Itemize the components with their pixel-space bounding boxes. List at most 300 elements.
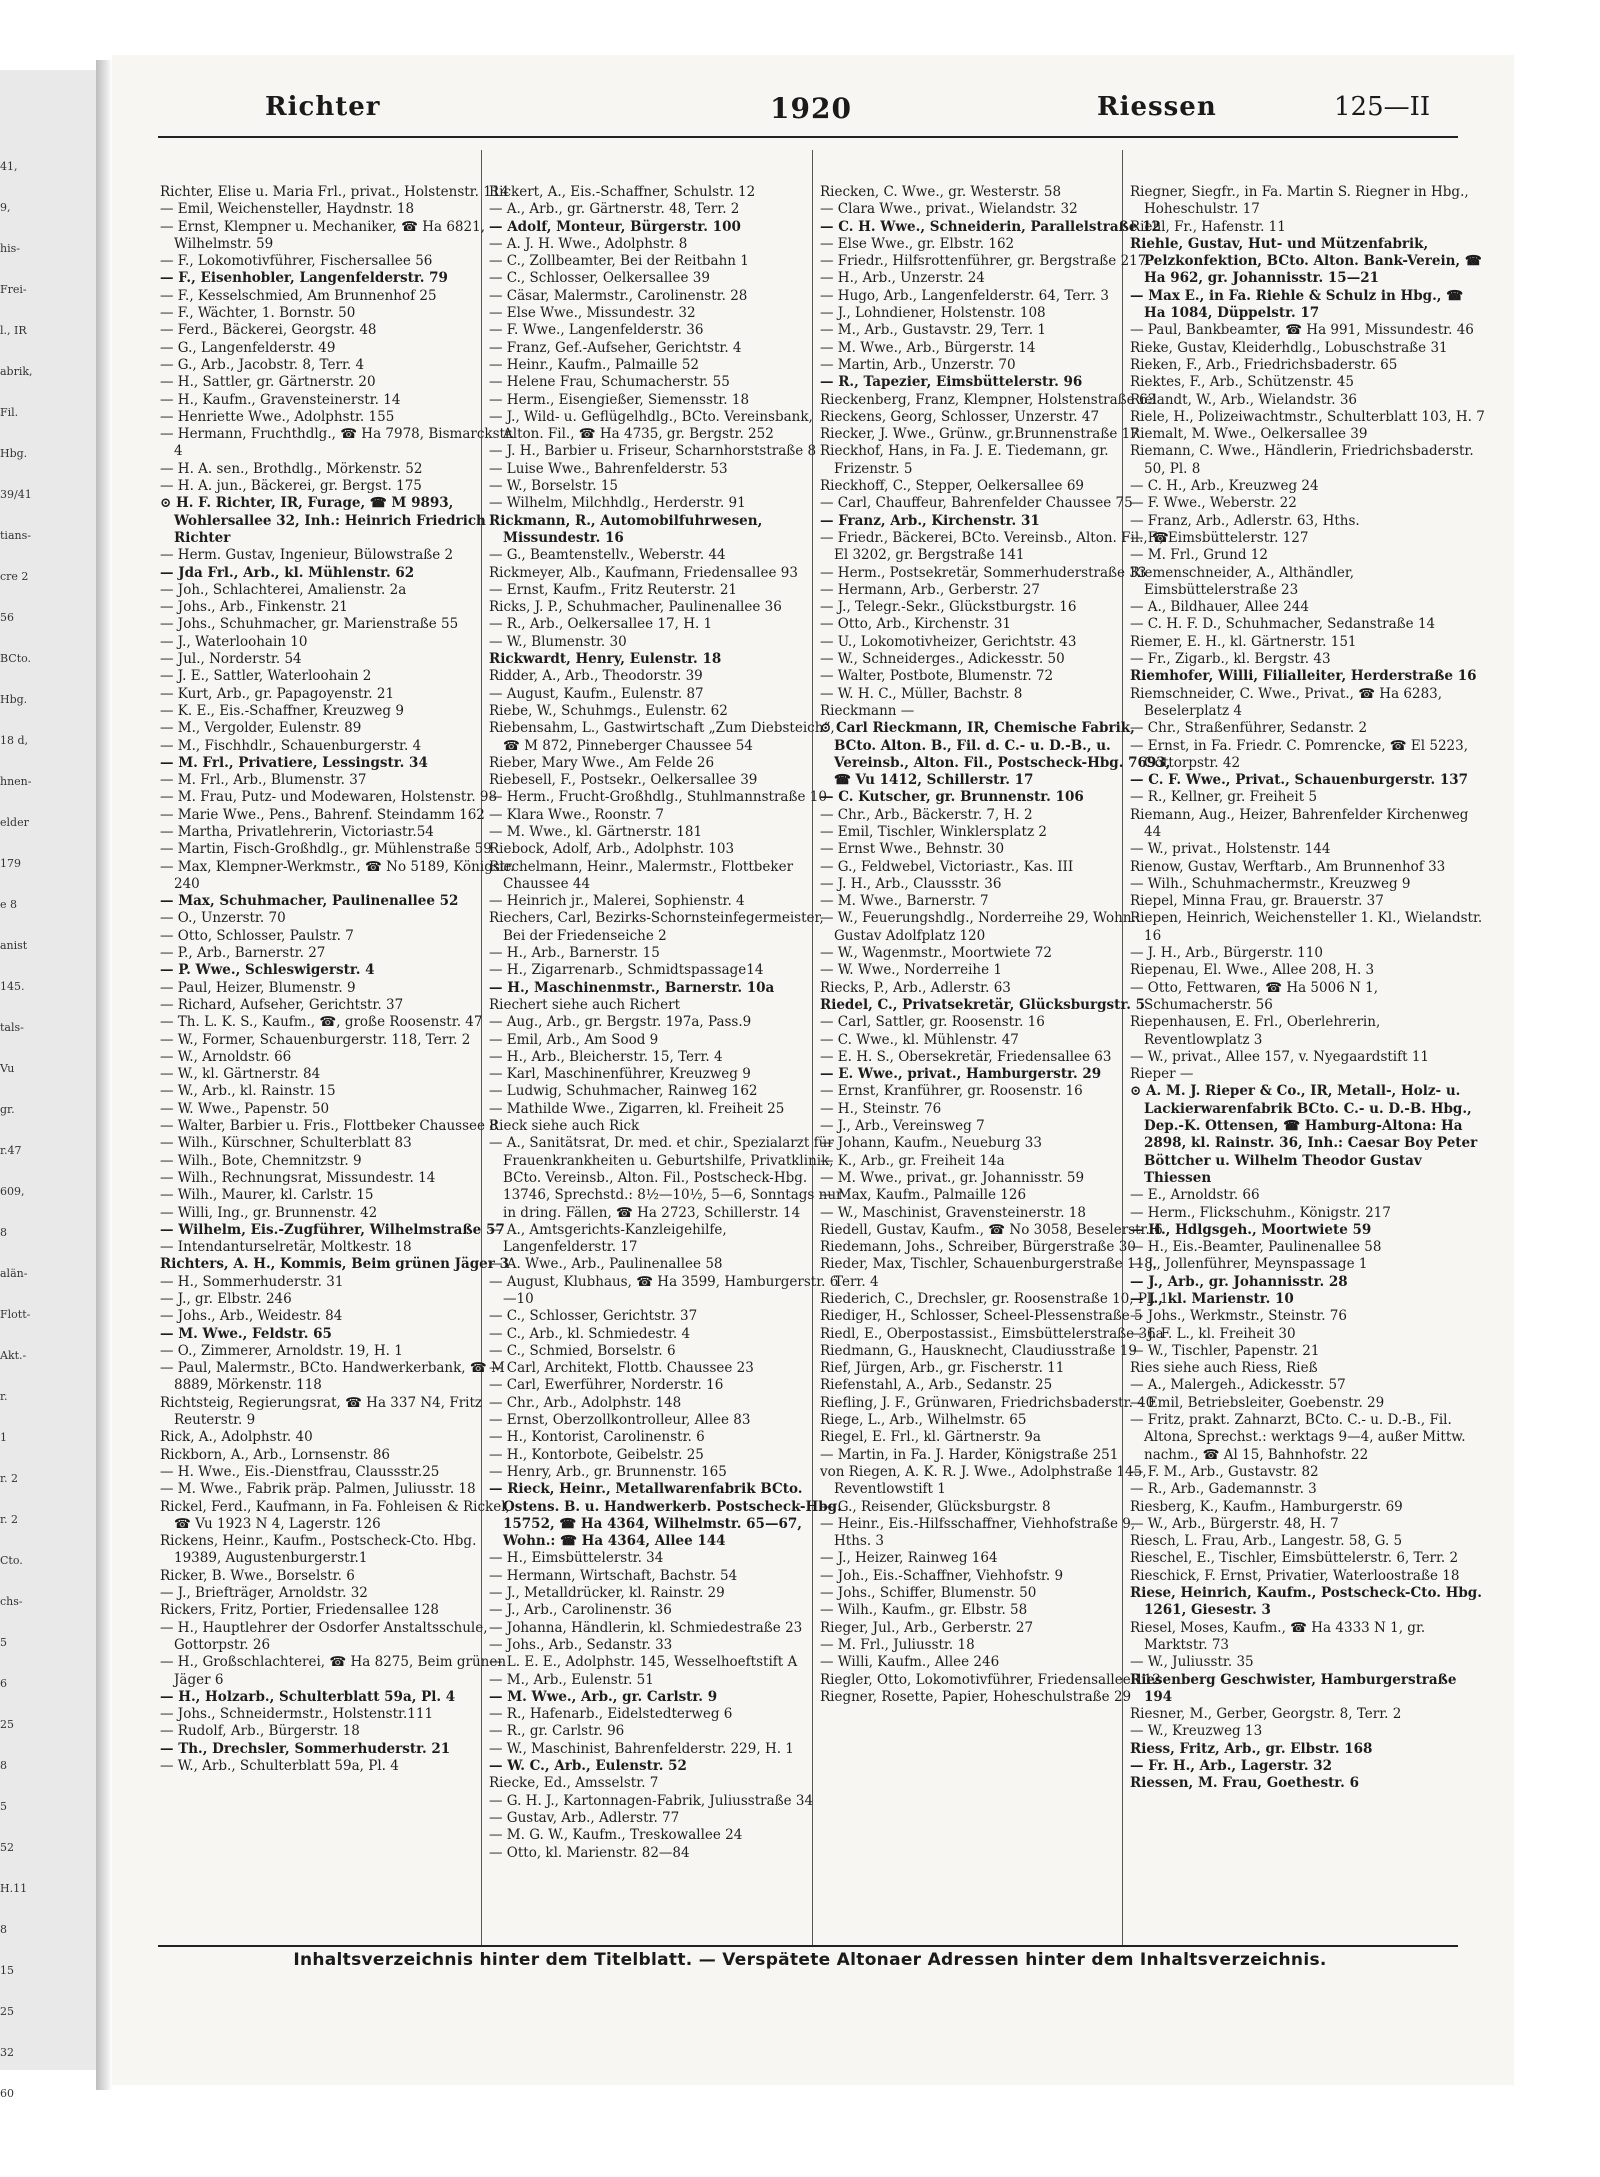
directory-entry: — O., Unzerstr. 70 <box>160 910 286 927</box>
directory-entry: — Martin, Arb., Unzerstr. 70 <box>820 356 1016 373</box>
directory-entry: Riechert siehe auch Richert <box>489 996 680 1013</box>
directory-entry: — Aug., Arb., gr. Bergstr. 197a, Pass.9 <box>489 1014 752 1031</box>
directory-entry: — F. M., Arb., Gustavstr. 82 <box>1130 1463 1319 1480</box>
directory-entry: — F., Eisenhobler, Langenfelderstr. 79 <box>160 270 448 287</box>
previous-page-fragment: elder <box>0 816 29 829</box>
directory-entry: Riecker, J. Wwe., Grünw., gr.Brunnenstraße 17 <box>820 426 1139 443</box>
directory-entry: — Rieck, Heinr., Metallwarenfabrik BCto. Ostens. B. u. Handwerkerb. Postscheck-Hbg. 15752, ☎ Ha 4364, Wilhelmstr. 65—67, Wohn.: ☎ Ha 4364, Allee 144 <box>489 1481 842 1550</box>
directory-entry: — M. Wwe., Barnerstr. 7 <box>820 893 989 910</box>
directory-entry: — A., Malergeh., Adickesstr. 57 <box>1130 1377 1346 1394</box>
directory-entry: — Hermann, Arb., Gerberstr. 27 <box>820 581 1040 598</box>
previous-page-fragment: his- <box>0 242 20 255</box>
directory-entry: — A., Arb., gr. Gärtnerstr. 48, Terr. 2 <box>489 201 740 218</box>
directory-entry: — Klara Wwe., Roonstr. 7 <box>489 806 664 823</box>
directory-entry: — Johs., Schuhmacher, gr. Marienstraße 55 <box>160 616 459 633</box>
directory-entry: — H., Arb., Unzerstr. 24 <box>820 270 985 287</box>
directory-entry: — A., Amtsgerichts-Kanzleigehilfe, Langenfelderstr. 17 <box>489 1221 727 1256</box>
previous-page-fragment: H.11 <box>0 1882 28 1895</box>
directory-entry: Rickwardt, Henry, Eulenstr. 18 <box>489 651 722 668</box>
directory-entry: — J., gr. Elbstr. 246 <box>160 1291 292 1307</box>
previous-page-fragment: Vu <box>0 1062 15 1075</box>
directory-entry: — Helene Frau, Schumacherstr. 55 <box>489 374 730 391</box>
directory-entry: Riecke, Ed., Amsselstr. 7 <box>489 1775 659 1792</box>
directory-entry: — H., Sattler, gr. Gärtnerstr. 20 <box>160 374 376 391</box>
directory-entry: — M. Wwe., kl. Gärtnerstr. 181 <box>489 823 703 840</box>
directory-entry: — Friedr., Bäckerei, BCto. Vereinsb., Alton. Fil., ☎ El 3202, gr. Bergstraße 141 <box>820 529 1169 564</box>
directory-entry: — F. Wwe., Weberstr. 22 <box>1130 495 1297 512</box>
previous-page-fragment: BCto. <box>0 652 32 665</box>
directory-entry: Riebock, Adolf, Arb., Adolphstr. 103 <box>489 841 735 858</box>
directory-entry: — C., Schlosser, Gerichtstr. 37 <box>489 1308 698 1325</box>
header-rule <box>158 136 1458 138</box>
directory-entry: — M. Wwe., privat., gr. Johannisstr. 59 <box>820 1169 1085 1186</box>
directory-column-3 <box>820 184 1175 1904</box>
directory-entry: — E. Wwe., privat., Hamburgerstr. 29 <box>820 1066 1102 1083</box>
directory-entry: — J. E., Sattler, Waterloohain 2 <box>160 668 372 685</box>
directory-entry: — C. Wwe., kl. Mühlenstr. 47 <box>820 1031 1019 1048</box>
directory-entry: — J. F. L., kl. Freiheit 30 <box>1130 1325 1296 1342</box>
directory-entry: — C., Schlosser, Oelkersallee 39 <box>489 270 710 287</box>
directory-entry: Ricks, J. P., Schuhmacher, Paulinenallee 36 <box>489 599 782 616</box>
directory-entry: — Franz, Gef.-Aufseher, Gerichtstr. 4 <box>489 339 742 356</box>
directory-entry: Riemschneider, C. Wwe., Privat., ☎ Ha 6283, Beselerplatz 4 <box>1130 685 1443 719</box>
directory-entry: Riemhofer, Willi, Filialleiter, Herderstraße 16 <box>1130 668 1477 685</box>
directory-entry: — J., Heizer, Rainweg 164 <box>820 1550 998 1567</box>
directory-entry: — Emil, Tischler, Winklersplatz 2 <box>820 823 1047 840</box>
previous-page-fragment: r. 2 <box>0 1513 19 1526</box>
directory-entry: Rieger, Jul., Arb., Gerberstr. 27 <box>820 1619 1034 1636</box>
directory-entry: — H., Kaufm., Gravensteinerstr. 14 <box>160 391 401 408</box>
directory-entry: — Johs., Arb., Finkenstr. 21 <box>160 599 348 616</box>
previous-page-fragment: 179 <box>0 857 21 870</box>
directory-entry: — M. G. W., Kaufm., Treskowallee 24 <box>489 1827 743 1844</box>
directory-entry: — J. H., Arb., Claussstr. 36 <box>820 875 1002 892</box>
directory-entry: — J., Arb., Carolinenstr. 36 <box>489 1602 672 1619</box>
previous-page-fragment: hnen- <box>0 775 32 788</box>
previous-page-fragment: alän- <box>0 1267 28 1280</box>
directory-entry: — Joh., Schlachterei, Amalienstr. 2a <box>160 581 407 598</box>
directory-entry: — Gustav, Arb., Adlerstr. 77 <box>489 1809 680 1826</box>
directory-entry: — Chr., Arb., Adolphstr. 148 <box>489 1394 682 1411</box>
directory-entry: — Emil, Betriebsleiter, Goebenstr. 29 <box>1130 1394 1385 1411</box>
directory-entry: — Otto, Arb., Kirchenstr. 31 <box>820 616 1012 633</box>
directory-entry: — M., Arb., Gustavstr. 29, Terr. 1 <box>820 322 1046 339</box>
directory-entry: — Cäsar, Malermstr., Carolinenstr. 28 <box>489 287 748 304</box>
directory-entry: — G., Feldwebel, Victoriastr., Kas. III <box>820 858 1074 875</box>
directory-entry: — W. Wwe., Papenstr. 50 <box>160 1100 330 1117</box>
directory-entry: — Ernst, Oberzollkontrolleur, Allee 83 <box>489 1412 751 1429</box>
directory-entry: Rieke, Gustav, Kleiderhdlg., Lobuschstraße 31 <box>1130 339 1448 356</box>
directory-entry: — U., Lokomotivheizer, Gerichtstr. 43 <box>820 633 1077 650</box>
directory-entry: — Max E., in Fa. Riehle & Schulz in Hbg., ☎ Ha 1084, Düppelstr. 17 <box>1130 287 1464 322</box>
directory-entry: Rieck siehe auch Rick <box>489 1118 640 1135</box>
directory-entry: — Heinr., Kaufm., Palmaille 52 <box>489 356 700 373</box>
directory-entry: — Henry, Arb., gr. Brunnenstr. 165 <box>489 1463 727 1480</box>
directory-entry: Rief, Jürgen, Arb., gr. Fischerstr. 11 <box>820 1360 1065 1377</box>
previous-page-fragment: r. 2 <box>0 1472 19 1485</box>
previous-page-fragment: 18 d, <box>0 734 29 747</box>
directory-entry: Riegler, Otto, Lokomotivführer, Friedensallee 112 <box>820 1671 1161 1688</box>
directory-entry: — W., Arnoldstr. 66 <box>160 1048 292 1065</box>
directory-entry: Ricker, B. Wwe., Borselstr. 6 <box>160 1567 355 1584</box>
directory-entry: — Johs., Werkmstr., Steinstr. 76 <box>1130 1308 1347 1325</box>
directory-entry: — P. Wwe., Schleswigerstr. 4 <box>160 962 375 979</box>
directory-entry: Riegner, Rosette, Papier, Hoheschulstraße 29 <box>820 1688 1132 1705</box>
directory-entry: — Friedr., Hilfsrottenführer, gr. Bergstraße 217 <box>820 253 1147 270</box>
directory-entry: — G., Reisender, Glücksburgstr. 8 <box>820 1498 1051 1515</box>
directory-entry: — R., gr. Carlstr. 96 <box>489 1723 625 1740</box>
previous-page-fragment: 41, <box>0 160 18 173</box>
directory-entry: — W. H. C., Müller, Bachstr. 8 <box>820 685 1023 702</box>
directory-entry: — Johanna, Händlerin, kl. Schmiedestraße 23 <box>489 1619 803 1636</box>
previous-page-fragment: chs- <box>0 1595 23 1608</box>
directory-entry: — Martin, Fisch-Großhdlg., gr. Mühlenstraße 59 <box>160 841 492 858</box>
directory-entry: Rieckhoff, C., Stepper, Oelkersallee 69 <box>820 478 1084 495</box>
previous-page-fragment: Hbg. <box>0 693 28 706</box>
directory-entry: — Jda Frl., Arb., kl. Mühlenstr. 62 <box>160 564 415 581</box>
directory-entry: — R., Arb., Gademannstr. 3 <box>1130 1481 1317 1498</box>
directory-entry: — Carl, Sattler, gr. Roosenstr. 16 <box>820 1014 1045 1031</box>
directory-entry: — Luise Wwe., Bahrenfelderstr. 53 <box>489 460 728 477</box>
directory-entry: — Herm., Postsekretär, Sommerhuderstraße 33 <box>820 564 1147 581</box>
previous-page-fragment: Hbg. <box>0 447 28 460</box>
directory-entry: — G., Langenfelderstr. 49 <box>160 339 336 356</box>
directory-entry: — M., Fischhdlr., Schauenburgerstr. 4 <box>160 737 422 754</box>
directory-entry: ⊙ A. M. J. Rieper & Co., IR, Metall-, Holz- u. Lackierwarenfabrik BCto. C.- u. D.-B. Hbg., Dep.-K. Ottensen, ☎ Hamburg-Altona: Ha 2898, kl. Rainstr. 36, Inh.: Caesar Boy Peter Böttcher u. Wilhelm Theodor Gustav Thiessen <box>1130 1083 1478 1186</box>
directory-entry: — R., Kellner, gr. Freiheit 5 <box>1130 789 1318 806</box>
previous-page-fragment: e 8 <box>0 898 18 911</box>
directory-entry: — W. Wwe., Norderreihe 1 <box>820 962 1002 979</box>
directory-entry: Riederich, C., Drechsler, gr. Roosenstraße 10, Pl. 1 <box>820 1291 1169 1307</box>
directory-entry: Rickmann, R., Automobilfuhrwesen, Missundestr. 16 <box>489 512 763 546</box>
directory-entry: — K., Arb., gr. Freiheit 14a <box>820 1152 1005 1169</box>
directory-entry: — G. H. J., Kartonnagen-Fabrik, Juliusstraße 34 <box>489 1792 814 1809</box>
directory-entry: — J., Arb., gr. Johannisstr. 28 <box>1130 1273 1348 1290</box>
directory-entry: — C. F. Wwe., Privat., Schauenburgerstr. 137 <box>1130 772 1469 789</box>
directory-entry: — H., Maschinenmstr., Barnerstr. 10a <box>489 979 775 996</box>
directory-entry: — J., Metalldrücker, kl. Rainstr. 29 <box>489 1585 725 1602</box>
directory-entry: — W., privat., Allee 157, v. Nyegaardstift 11 <box>1130 1048 1430 1065</box>
directory-entry: Richter, Elise u. Maria Frl., privat., Holstenstr. 114 <box>160 184 509 200</box>
directory-entry: — F., Wächter, 1. Bornstr. 50 <box>160 305 356 322</box>
directory-entry: Rieder, Max, Tischler, Schauenburgerstraße 118, Terr. 4 <box>820 1256 1158 1290</box>
directory-entry: — Clara Wwe., privat., Wielandstr. 32 <box>820 201 1078 218</box>
directory-entry: — R., Hafenarb., Eidelstedterweg 6 <box>489 1706 733 1723</box>
previous-page-fragment: Frei- <box>0 283 27 296</box>
directory-entry: — W., Arb., kl. Rainstr. 15 <box>160 1083 336 1100</box>
directory-entry: — Carl, Ewerführer, Norderstr. 16 <box>489 1377 724 1394</box>
directory-entry: — J., Jollenführer, Meynspassage 1 <box>1130 1256 1368 1273</box>
directory-entry: Riege, L., Arb., Wilhelmstr. 65 <box>820 1412 1027 1429</box>
previous-page-fragment: 9, <box>0 201 11 214</box>
directory-entry: — W., Juliusstr. 35 <box>1130 1654 1254 1671</box>
previous-page-fragment: 32 <box>0 2046 14 2059</box>
previous-page-fragment: tians- <box>0 529 31 542</box>
directory-entry: — Johs., Arb., Weidestr. 84 <box>160 1308 343 1325</box>
directory-entry: Riepenhausen, E. Frl., Oberlehrerin, Reventlowplatz 3 <box>1130 1014 1381 1048</box>
directory-entry: — Max, Schuhmacher, Paulinenallee 52 <box>160 893 459 910</box>
running-head-left: Richter <box>265 92 381 122</box>
directory-column-1 <box>160 184 515 1904</box>
directory-entry: — Richard, Aufseher, Gerichtstr. 37 <box>160 996 404 1013</box>
directory-entry: — Hugo, Arb., Langenfelderstr. 64, Terr. 3 <box>820 287 1109 304</box>
directory-entry: — W., Arb., Bürgerstr. 48, H. 7 <box>1130 1515 1339 1532</box>
directory-entry: — J., Arb., Vereinsweg 7 <box>820 1118 985 1135</box>
directory-entry: — Ferd., Bäckerei, Georgstr. 48 <box>160 322 377 339</box>
directory-entry: — August, Klubhaus, ☎ Ha 3599, Hamburgerstr. 6—10 <box>489 1273 839 1307</box>
directory-entry: — Willi, Ing., gr. Brunnenstr. 42 <box>160 1204 378 1221</box>
directory-entry: — Franz, Arb., Adlerstr. 63, Hths. <box>1130 512 1360 529</box>
directory-entry: — H. A. sen., Brothdlg., Mörkenstr. 52 <box>160 460 423 477</box>
directory-entry: — Joh., Eis.-Schaffner, Viehhofstr. 9 <box>820 1567 1064 1584</box>
previous-page-fragment: 39/41 <box>0 488 32 501</box>
directory-entry: Riecks, P., Arb., Adlerstr. 63 <box>820 979 1011 996</box>
previous-page-fragment: 60 <box>0 2087 14 2100</box>
directory-entry: — Herm., Frucht-Großhdlg., Stuhlmannstraße 10 <box>489 789 827 806</box>
directory-entry: Rieckenberg, Franz, Klempner, Holstenstraße 63 <box>820 391 1157 408</box>
directory-entry: — Fr. H., Arb., Lagerstr. 32 <box>1130 1758 1333 1775</box>
directory-entry: Riehle, Gustav, Hut- und Mützenfabrik, Pelzkonfektion, BCto. Alton. Bank-Verein, ☎ Ha 962, gr. Johannisstr. 15—21 <box>1130 235 1482 287</box>
directory-entry: — J. H., Barbier u. Friseur, Scharnhorststraße 8 <box>489 443 817 460</box>
directory-entry: — M. Wwe., Arb., gr. Carlstr. 9 <box>489 1688 718 1705</box>
directory-entry: — A., Sanitätsrat, Dr. med. et chir., Spezialarzt für Frauenkrankheiten u. Geburtshilfe, Privatklinik, BCto. Vereinsb., Alton. Fil., Postscheck-Hbg. 13746, Sprechstd.: 8½—10½, 5—6, Sonntags nur in dring. Fällen, ☎ Ha 2723, Schillerstr. 14 <box>489 1135 843 1221</box>
previous-page-fragment: tals- <box>0 1021 24 1034</box>
previous-page-fragment: 15 <box>0 1964 14 1977</box>
directory-entry: Rieckens, Georg, Schlosser, Unzerstr. 47 <box>820 408 1100 425</box>
directory-entry: Richters, A. H., Kommis, Beim grünen Jäger 3 <box>160 1256 509 1273</box>
directory-entry: — M., Vergolder, Eulenstr. 89 <box>160 720 362 737</box>
directory-entry: — Max, Kaufm., Palmaille 126 <box>820 1187 1027 1204</box>
directory-entry: — F., Kesselschmied, Am Brunnenhof 25 <box>160 287 437 304</box>
directory-entry: — Carl, Architekt, Flottb. Chaussee 23 <box>489 1360 754 1377</box>
directory-entry: Rienow, Gustav, Werftarb., Am Brunnenhof 33 <box>1130 858 1446 875</box>
directory-entry: — M. Frl., Juliusstr. 18 <box>820 1636 975 1653</box>
directory-entry: — H., Hdlgsgeh., Moortwiete 59 <box>1130 1221 1372 1238</box>
directory-entry: — W., kl. Gärtnerstr. 84 <box>160 1066 321 1083</box>
directory-entry: — W., Maschinist, Gravensteinerstr. 18 <box>820 1204 1086 1221</box>
directory-entry: — C., Schmied, Borselstr. 6 <box>489 1342 676 1359</box>
previous-page-fragment: cre 2 <box>0 570 29 583</box>
directory-entry: Riecken, C. Wwe., gr. Westerstr. 58 <box>820 184 1062 200</box>
directory-entry: — Johs., Schneidermstr., Holstenstr.111 <box>160 1706 434 1723</box>
running-head-year: 1920 <box>770 92 852 125</box>
previous-page-fragment: gr. <box>0 1103 15 1116</box>
directory-entry: — Rudolf, Arb., Bürgerstr. 18 <box>160 1723 360 1740</box>
directory-entry: Rieken, F., Arb., Friedrichsbaderstr. 65 <box>1130 356 1398 373</box>
directory-entry: — A. J. H. Wwe., Adolphstr. 8 <box>489 235 688 252</box>
directory-entry: — F., Eimsbüttelerstr. 127 <box>1130 529 1309 546</box>
directory-entry: — F., Lokomotivführer, Fischersallee 56 <box>160 253 433 270</box>
directory-entry: — H., Arb., Barnerstr. 15 <box>489 945 660 962</box>
directory-entry: — C., Arb., kl. Schmiedestr. 4 <box>489 1325 691 1342</box>
directory-entry: — J., Waterloohain 10 <box>160 633 308 650</box>
directory-entry: Riesner, M., Gerber, Georgstr. 8, Terr. 2 <box>1130 1706 1402 1723</box>
directory-entry: — P., Arb., Barnerstr. 27 <box>160 945 326 962</box>
directory-entry: — R., Arb., Oelkersallee 17, H. 1 <box>489 616 713 633</box>
directory-entry: Rieper — <box>1130 1066 1194 1083</box>
directory-entry: — Chr., Arb., Bäckerstr. 7, H. 2 <box>820 806 1033 823</box>
previous-page-fragment: 56 <box>0 611 14 624</box>
directory-entry: — Max, Klempner-Werkmstr., ☎ No 5189, Königstr. 240 <box>160 858 515 892</box>
directory-entry: — A. Wwe., Arb., Paulinenallee 58 <box>489 1256 723 1273</box>
directory-entry: — M. Frl., Arb., Blumenstr. 37 <box>160 772 367 789</box>
directory-entry: — M. Wwe., Fabrik präp. Palmen, Juliusstr. 18 <box>160 1481 476 1498</box>
previous-page-fragment: 145. <box>0 980 25 993</box>
directory-entry: Rieber, Mary Wwe., Am Felde 26 <box>489 754 715 771</box>
directory-entry: — Ernst Wwe., Behnstr. 30 <box>820 841 1005 858</box>
directory-entry: — K. E., Eis.-Schaffner, Kreuzweg 9 <box>160 702 404 719</box>
directory-entry: — Ernst, Klempner u. Mechaniker, ☎ Ha 6821, Wilhelmstr. 59 <box>160 218 485 252</box>
directory-entry: — W., Arb., Schulterblatt 59a, Pl. 4 <box>160 1758 399 1775</box>
directory-entry: — Fritz, prakt. Zahnarzt, BCto. C.- u. D.-B., Fil. Altona, Sprechst.: werktags 9—4, außer Mittw. nachm., ☎ Al 15, Bahnhofstr. 22 <box>1130 1412 1466 1463</box>
directory-entry: Riegner, Siegfr., in Fa. Martin S. Riegner in Hbg., Hoheschulstr. 17 <box>1130 184 1469 218</box>
directory-entry: Riemenschneider, A., Althändler, Eimsbüttelerstraße 23 <box>1130 564 1355 598</box>
directory-entry: — Ludwig, Schuhmacher, Rainweg 162 <box>489 1083 758 1100</box>
directory-entry: — Willi, Kaufm., Allee 246 <box>820 1654 1000 1671</box>
directory-entry: Riesenberg Geschwister, Hamburgerstraße 194 <box>1130 1671 1457 1705</box>
directory-entry: — Otto, Schlosser, Paulstr. 7 <box>160 927 354 944</box>
directory-entry: — Walter, Postbote, Blumenstr. 72 <box>820 668 1054 685</box>
directory-entry: Riepen, Heinrich, Weichensteller 1. Kl., Wielandstr. 16 <box>1130 910 1483 944</box>
directory-entry: Riebensahm, L., Gastwirtschaft „Zum Diebsteich“, ☎ M 872, Pinneberger Chaussee 54 <box>489 720 835 754</box>
directory-entry: — H., Arb., Bleicherstr. 15, Terr. 4 <box>489 1048 723 1065</box>
previous-page-fragment: 25 <box>0 2005 14 2018</box>
previous-page-fragment: 25 <box>0 1718 14 1731</box>
directory-entry: — C. H. Wwe., Schneiderin, Parallelstraße 12 <box>820 218 1161 235</box>
directory-entry: — Herm., Flickschuhm., Königstr. 217 <box>1130 1204 1391 1221</box>
directory-entry: Riepenau, El. Wwe., Allee 208, H. 3 <box>1130 962 1375 979</box>
directory-entry: — Jul., Norderstr. 54 <box>160 651 302 668</box>
directory-entry: — Wilh., Maurer, kl. Carlstr. 15 <box>160 1187 374 1204</box>
directory-entry: — Johann, Kaufm., Neueburg 33 <box>820 1135 1042 1152</box>
directory-entry: Riebe, W., Schuhmgs., Eulenstr. 62 <box>489 702 728 719</box>
directory-entry: — Ernst, Kaufm., Fritz Reuterstr. 21 <box>489 581 737 598</box>
directory-entry: — Paul, Bankbeamter, ☎ Ha 991, Missundestr. 46 <box>1130 322 1474 339</box>
previous-page-fragment: Fil. <box>0 406 19 419</box>
directory-entry: — G., Beamtenstellv., Weberstr. 44 <box>489 547 726 564</box>
directory-entry: — Wilh., Kaufm., gr. Elbstr. 58 <box>820 1602 1028 1619</box>
directory-entry: — Johs., Schiffer, Blumenstr. 50 <box>820 1585 1037 1602</box>
previous-page-fragment: 8 <box>0 1759 7 1772</box>
directory-entry: — A., Bildhauer, Allee 244 <box>1130 599 1310 616</box>
directory-entry: Riechers, Carl, Bezirks-Schornsteinfegermeister, Bei der Friedenseiche 2 <box>489 910 824 944</box>
directory-entry: — Kurt, Arb., gr. Papagoyenstr. 21 <box>160 685 395 702</box>
directory-entry: Riess, Fritz, Arb., gr. Elbstr. 168 <box>1130 1740 1373 1757</box>
previous-page-fragment: anist <box>0 939 28 952</box>
directory-entry: — H., Holzarb., Schulterblatt 59a, Pl. 4 <box>160 1688 456 1705</box>
directory-entry: — W., Kreuzweg 13 <box>1130 1723 1263 1740</box>
directory-entry: — Wilhelm, Eis.-Zugführer, Wilhelmstraße 57 <box>160 1221 505 1238</box>
directory-entry: — W., Blumenstr. 30 <box>489 633 627 650</box>
directory-entry: — Hermann, Fruchthdlg., ☎ Ha 7978, Bismarckstr. 4 <box>160 426 515 460</box>
directory-entry: — Otto, Fettwaren, ☎ Ha 5006 N 1, Schumacherstr. 56 <box>1130 979 1379 1013</box>
directory-entry: Riedmann, G., Hausknecht, Claudiusstraße 19 <box>820 1342 1137 1359</box>
previous-page-fragment: r. <box>0 1390 8 1403</box>
directory-entry: Riedemann, Johs., Schreiber, Bürgerstraße 30 <box>820 1239 1136 1256</box>
footer-rule <box>158 1945 1458 1947</box>
directory-entry: — Wilh., Bote, Chemnitzstr. 9 <box>160 1152 362 1169</box>
directory-entry: Riemann, C. Wwe., Händlerin, Friedrichsbaderstr. 50, Pl. 8 <box>1130 443 1474 477</box>
directory-entry: — J., Briefträger, Arnoldstr. 32 <box>160 1585 368 1602</box>
previous-page-fragment: Flott- <box>0 1308 31 1321</box>
directory-entry: — W. C., Arb., Eulenstr. 52 <box>489 1758 687 1775</box>
directory-entry: Riechelmann, Heinr., Malermstr., Flottbeker Chaussee 44 <box>489 858 794 892</box>
directory-entry: — Herm. Gustav, Ingenieur, Bülowstraße 2 <box>160 547 454 564</box>
book-gutter <box>96 60 112 2090</box>
directory-entry: — W., privat., Holstenstr. 144 <box>1130 841 1331 858</box>
previous-page-fragment: 5 <box>0 1636 7 1649</box>
directory-entry: — C., Zollbeamter, Bei der Reitbahn 1 <box>489 253 749 270</box>
previous-page-fragment: 52 <box>0 1841 14 1854</box>
directory-entry: Riele, H., Polizeiwachtmstr., Schulterblatt 103, H. 7 <box>1130 408 1485 425</box>
directory-entry: Riefenstahl, A., Arb., Sedanstr. 25 <box>820 1377 1053 1394</box>
directory-entry: Riedl, E., Oberpostassist., Eimsbüttelerstraße 36a <box>820 1325 1164 1342</box>
directory-entry: — W., Feuerungshdlg., Norderreihe 29, Wohn.: Gustav Adolfplatz 120 <box>820 910 1141 944</box>
directory-entry: — E., Arnoldstr. 66 <box>1130 1187 1260 1204</box>
previous-page-fragment: 5 <box>0 1800 7 1813</box>
previous-page-fragment: l., IR <box>0 324 27 337</box>
previous-page-fragment: Cto. <box>0 1554 23 1567</box>
directory-entry: Rickel, Ferd., Kaufmann, in Fa. Fohleisen & Rickel, ☎ Vu 1923 N 4, Lagerstr. 126 <box>160 1498 510 1532</box>
directory-entry: — H., Kontorist, Carolinenstr. 6 <box>489 1429 705 1446</box>
directory-entry: — Emil, Weichensteller, Haydnstr. 18 <box>160 201 415 218</box>
previous-page-fragment: 6 <box>0 1677 7 1690</box>
directory-entry: Riektes, F., Arb., Schützenstr. 45 <box>1130 374 1354 391</box>
directory-entry: — Fr., Zigarb., kl. Bergstr. 43 <box>1130 651 1331 668</box>
page-number: 125—II <box>1334 92 1431 122</box>
directory-entry: Riessen, M. Frau, Goethestr. 6 <box>1130 1775 1359 1792</box>
directory-entry: — M. Frl., Grund 12 <box>1130 547 1268 564</box>
directory-entry: — O., Zimmerer, Arnoldstr. 19, H. 1 <box>160 1342 403 1359</box>
directory-entry: Rieschel, E., Tischler, Eimsbüttelerstr. 6, Terr. 2 <box>1130 1550 1459 1567</box>
previous-page-fragment: r.47 <box>0 1144 22 1157</box>
directory-entry: Ries siehe auch Riess, Rieß <box>1130 1360 1318 1377</box>
directory-entry: — Karl, Maschinenführer, Kreuzweg 9 <box>489 1066 751 1083</box>
directory-entry: — W., Wagenmstr., Moortwiete 72 <box>820 945 1052 962</box>
previous-page-fragment: 8 <box>0 1226 7 1239</box>
directory-entry: Rickmeyer, Alb., Kaufmann, Friedensallee 93 <box>489 564 798 581</box>
directory-entry: Rieckhof, Hans, in Fa. J. E. Tiedemann, gr. Frizenstr. 5 <box>820 443 1109 477</box>
directory-entry: — Walter, Barbier u. Fris., Flottbeker Chaussee 8 <box>160 1118 498 1135</box>
directory-entry: — August, Kaufm., Eulenstr. 87 <box>489 685 704 702</box>
directory-entry: Rickborn, A., Arb., Lornsenstr. 86 <box>160 1446 391 1463</box>
directory-entry: Rieckmann — <box>820 702 915 719</box>
directory-entry: — Hermann, Wirtschaft, Bachstr. 54 <box>489 1567 738 1584</box>
previous-page-fragment: 609, <box>0 1185 25 1198</box>
directory-entry: — Intendanturselretär, Moltkestr. 18 <box>160 1239 412 1256</box>
directory-entry: — J. H., Arb., Bürgerstr. 110 <box>1130 945 1323 962</box>
directory-entry: — Wilh., Schuhmachermstr., Kreuzweg 9 <box>1130 875 1411 892</box>
directory-entry: — M. Frl., Privatiere, Lessingstr. 34 <box>160 754 428 771</box>
directory-entry: — H., Eis.-Beamter, Paulinenallee 58 <box>1130 1239 1382 1256</box>
directory-entry: — L. E. E., Adolphstr. 145, Wesselhoeftstift A <box>489 1654 798 1671</box>
directory-entry: Riesel, Moses, Kaufm., ☎ Ha 4333 N 1, gr. Marktstr. 73 <box>1130 1619 1426 1653</box>
directory-entry: Ridder, A., Arb., Theodorstr. 39 <box>489 668 703 685</box>
directory-entry: — W., Schneiderges., Adickesstr. 50 <box>820 651 1065 668</box>
directory-entry: — Emil, Arb., Am Sood 9 <box>489 1031 659 1048</box>
running-head-right: Riessen <box>1097 92 1217 122</box>
directory-entry: Riemalt, M. Wwe., Oelkersallee 39 <box>1130 426 1368 443</box>
directory-entry: Riebesell, F., Postsekr., Oelkersallee 39 <box>489 772 758 789</box>
directory-entry: — J., Telegr.-Sekr., Glückstburgstr. 16 <box>820 599 1077 616</box>
directory-entry: — Wilhelm, Milchhdlg., Herderstr. 91 <box>489 495 746 512</box>
directory-entry: — J., kl. Marienstr. 10 <box>1130 1291 1294 1307</box>
directory-entry: — F. Wwe., Langenfelderstr. 36 <box>489 322 704 339</box>
directory-entry: Riehl, Fr., Hafenstr. 11 <box>1130 218 1286 235</box>
directory-entry: — H., Hauptlehrer der Osdorfer Anstaltsschule, Gottorpstr. 26 <box>160 1619 488 1653</box>
directory-entry: — W., Former, Schauenburgerstr. 118, Terr. 2 <box>160 1031 471 1048</box>
directory-entry: — R., Tapezier, Eimsbüttelerstr. 96 <box>820 374 1083 391</box>
